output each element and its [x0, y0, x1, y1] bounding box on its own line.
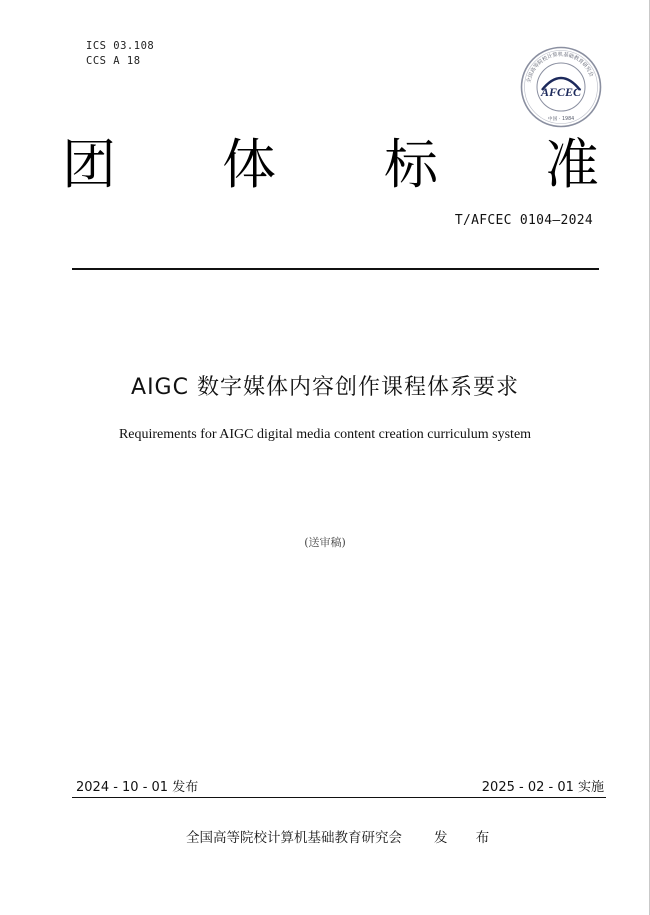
- issuer-action: 发 布: [434, 830, 502, 846]
- classification-codes: [86, 39, 154, 69]
- issuing-organization: [186, 826, 501, 846]
- footer-divider: [72, 797, 606, 798]
- ccs-code: CCS A 18: [86, 55, 141, 67]
- document-type-title: [0, 133, 650, 197]
- standard-number: T/AFCEC 0104—2024: [454, 213, 593, 228]
- title-char: 准: [545, 133, 599, 196]
- header-divider: [72, 268, 599, 270]
- ics-code: ICS 03.108: [86, 40, 155, 52]
- publish-date: 2024 - 10 - 01 发布: [76, 780, 199, 795]
- title-char: 团: [62, 133, 116, 196]
- standard-title-english: Requirements for AIGC digital media content creation curriculum system: [118, 427, 532, 442]
- seal-logo-text: AFCEC: [540, 85, 582, 99]
- title-char: 体: [222, 133, 276, 196]
- seal-ring-text: 全国高等院校计算机基础教育研究会: [526, 51, 595, 84]
- implementation-date: 2025 - 02 - 01 实施: [481, 780, 604, 795]
- standard-title-chinese: AIGC 数字媒体内容创作课程体系要求: [131, 375, 519, 400]
- seal-bottom-text: 中国 · 1984: [547, 117, 575, 122]
- issuer-name: 全国高等院校计算机基础教育研究会: [186, 830, 402, 846]
- title-char: 标: [384, 133, 438, 196]
- draft-status: (送审稿): [304, 536, 346, 549]
- organization-seal-logo: [520, 46, 602, 128]
